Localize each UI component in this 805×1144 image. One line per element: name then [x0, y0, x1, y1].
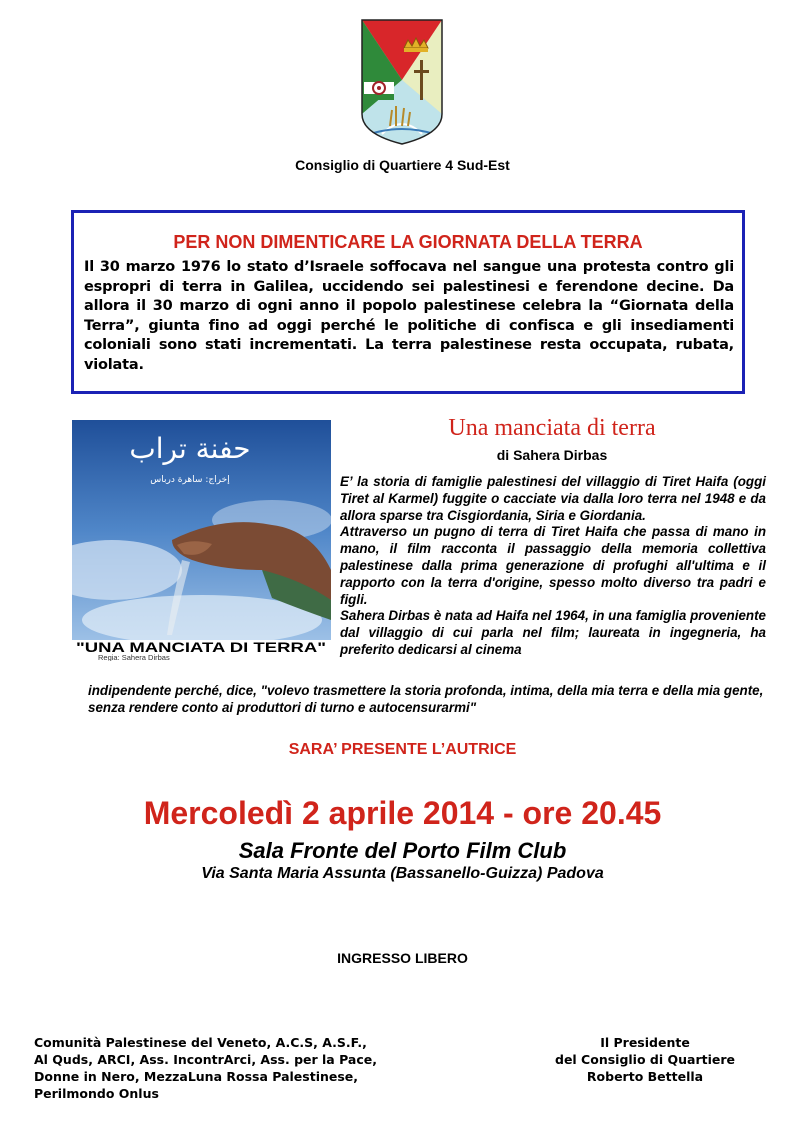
event-venue: Sala Fronte del Porto Film Club: [238, 838, 567, 863]
film-poster-image: [72, 420, 331, 661]
president-line: Il Presidente: [600, 1035, 690, 1050]
organizer-line: Donne in Nero, MezzaLuna Rossa Palestinese,: [34, 1069, 359, 1084]
organizer-line: Al Quds, ARCI, Ass. IncontrArci, Ass. per la Pace,: [34, 1052, 377, 1067]
film-director: di Sahera Dirbas: [496, 447, 608, 463]
president-line: Roberto Bettella: [586, 1069, 704, 1084]
synopsis-paragraph: E’ la storia di famiglie palestinesi del villaggio di Tiret Haifa (oggi Tiret al Karmel) fuggite o cacciate via dalla loro terra nel 1948 e da allora sparse tra Cisgiordania, Siria e Giordania.: [340, 474, 766, 523]
district-crest-logo: [360, 18, 444, 146]
author-presence-note: SARA’ PRESENTE L’AUTRICE: [288, 741, 517, 758]
synopsis-continuation: indipendente perché, dice, "volevo trasmettere la storia profonda, intima, della mia terra e della mia gente, senza rendere conto ai produttori di turno e autocensurarmi": [88, 683, 764, 715]
synopsis-paragraph: Attraverso un pugno di terra di Tiret Haifa che passa di mano in mano, il film racconta il passaggio della memoria collettiva palestinese dalla prima generazione di profughi all'ultima e il rapporto con la terra d'origine, spesso molto diverso tra padri e figli.: [340, 524, 766, 607]
film-synopsis: [340, 474, 766, 659]
free-entry-note: INGRESSO LIBERO: [337, 950, 468, 966]
notice-paragraph: Il 30 marzo 1976 lo stato d’Israele soffocava nel sangue una protesta contro gli espropri di terra in Galilea, uccidendo sei palestinesi e ferendone decine. Da allora il 30 marzo di ogni anno il popolo palestinese celebra la “Giornata della Terra”, giunta fino ad oggi perché le politiche di confisca e gli insediamenti coloniali sono stati incrementati. La terra palestinese resta occupata, rubata, violata.: [84, 259, 734, 373]
notice-title: PER NON DIMENTICARE LA GIORNATA DELLA TERRA: [173, 232, 643, 252]
event-datetime: Mercoledì 2 aprile 2014 - ore 20.45: [143, 795, 662, 831]
organizers-list: [34, 1034, 454, 1102]
poster-credit: Regia: Sahera Dirbas: [98, 653, 170, 661]
president-signature-block: [500, 1034, 790, 1085]
poster-title: "UNA MANCIATA DI TERRA": [76, 639, 326, 655]
organizer-line: Comunità Palestinese del Veneto, A.C.S, A.S.F.,: [34, 1035, 367, 1050]
council-name: Consiglio di Quartiere 4 Sud-Est: [295, 157, 510, 173]
film-title: Una manciata di terra: [448, 415, 656, 441]
president-line: del Consiglio di Quartiere: [555, 1052, 735, 1067]
synopsis-paragraph: Sahera Dirbas è nata ad Haifa nel 1964, in una famiglia proveniente dal villaggio di cui parla nel film; laureata in ingegneria, ha preferito dedicarsi al cinema: [340, 608, 766, 657]
organizer-line: Perilmondo Onlus: [34, 1086, 159, 1101]
event-address: Via Santa Maria Assunta (Bassanello-Guizza) Padova: [201, 865, 604, 882]
poster-arabic-credit: إخراج: ساهرة درباس: [150, 475, 230, 485]
poster-arabic-title: حفنة تراب: [129, 432, 251, 465]
notice-body: [84, 258, 734, 375]
